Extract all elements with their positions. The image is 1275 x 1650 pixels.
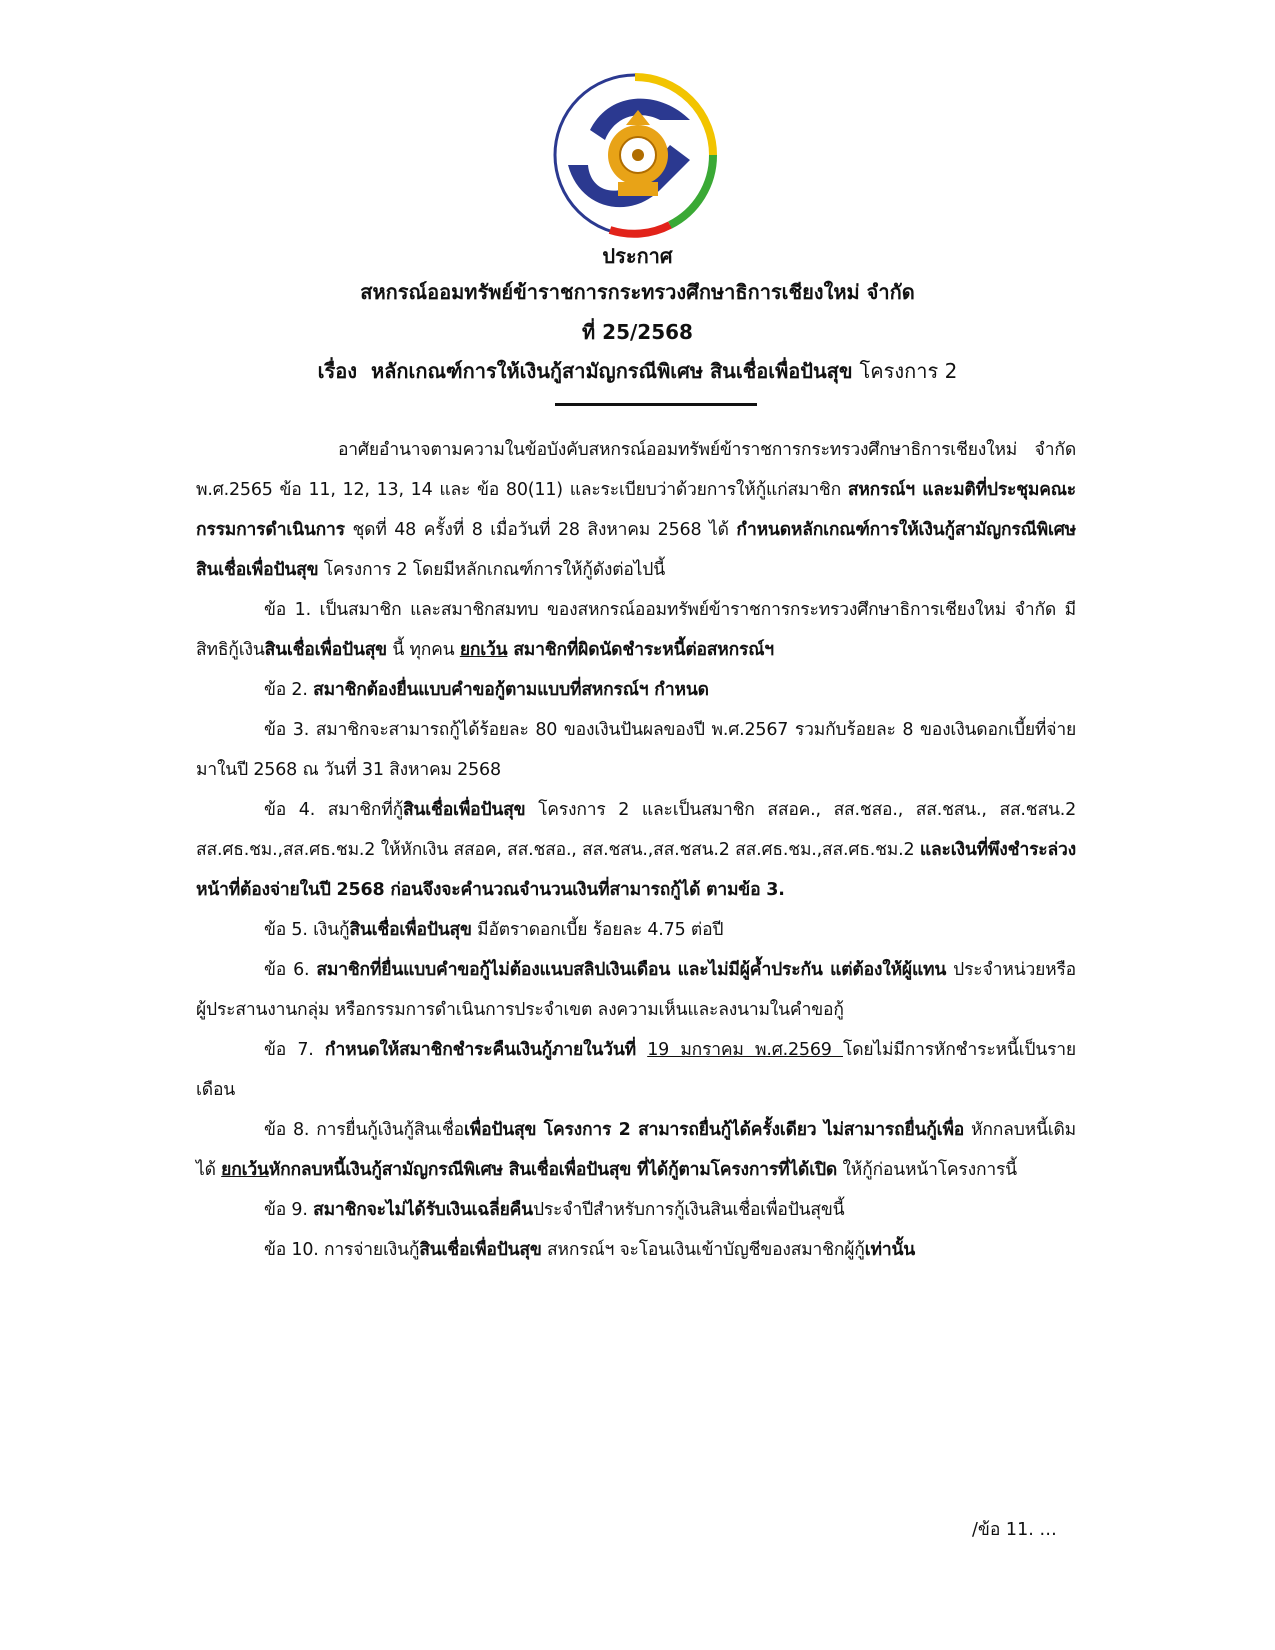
clause-9-text-2: สมาชิกจะไม่ได้รับเงินเฉลี่ยคืน — [313, 1200, 533, 1220]
clause-7-text-2: กำหนดให้สมาชิกชำระคืนเงินกู้ภายในวันที่ — [324, 1040, 636, 1060]
organization-name: สหกรณ์ออมทรัพย์ข้าราชการกระทรวงศึกษาธิการเชียงใหม่ จำกัด — [360, 280, 915, 304]
announcement-subject — [140, 355, 1135, 387]
clause-9-text-1: ข้อ 9. — [264, 1200, 314, 1220]
subject-bold: หลักเกณฑ์การให้เงินกู้สามัญกรณีพิเศษ สินเชื่อเพื่อปันสุข — [370, 359, 853, 383]
continuation-marker: /ข้อ 11. … — [972, 1520, 1057, 1540]
announcement-heading: ประกาศ — [602, 244, 673, 268]
clause-10-text-3: สหกรณ์ฯ จะโอนเงินเข้าบัญชีของสมาชิกผู้กู้ — [541, 1240, 865, 1260]
clause-8-text-6: ให้กู้ก่อนหน้าโครงการนี้ — [842, 1160, 1017, 1180]
clause-6-text-2: สมาชิกที่ยื่นแบบคำขอกู้ไม่ต้องแนบสลิปเงินเดือน และไม่มีผู้ค้ำประกัน แต่ต้องให้ผู้แทน — [316, 960, 947, 980]
intro-text-3: ชุดที่ 48 ครั้งที่ 8 เมื่อวันที่ 28 สิงหาคม 2568 ได้ — [344, 520, 729, 540]
clause-8-text-1: ข้อ 8. การยื่นกู้เงินกู้สินเชื่อ — [264, 1120, 464, 1140]
announcement-body — [196, 430, 1076, 1270]
clause-5-text-1: ข้อ 5. เงินกู้ — [264, 920, 350, 940]
clause-2 — [196, 670, 1076, 710]
cooperative-seal-logo — [550, 70, 720, 240]
clause-8-text-5: หักกลบหนี้เงินกู้สามัญกรณีพิเศษ สินเชื่อเพื่อปันสุข ที่ได้กู้ตามโครงการที่ได้เปิด — [268, 1160, 838, 1180]
clause-1-text-4: ยกเว้น — [459, 640, 508, 660]
clause-8-text-4: ยกเว้น — [221, 1160, 269, 1180]
clause-7 — [196, 1030, 1076, 1110]
clause-5-text-3: มีอัตราดอกเบี้ย ร้อยละ 4.75 ต่อปี — [471, 920, 724, 940]
clause-9 — [196, 1190, 1076, 1230]
title-divider — [555, 403, 757, 406]
subject-plain: โครงการ 2 — [859, 359, 958, 383]
clause-2-text-2: สมาชิกต้องยื่นแบบคำขอกู้ตามแบบที่สหกรณ์ฯ กำหนด — [313, 680, 709, 700]
clause-7-text-1: ข้อ 7. — [264, 1040, 325, 1060]
clause-7-text-3 — [636, 1040, 647, 1060]
intro-text-1: อาศัยอำนาจตามความในข้อบังคับสหกรณ์ออมทรัพย์ข้าราชการกระทรวงศึกษาธิการเชียงใหม่ จำกัด พ.ศ.2565 ข้อ 11, 12, 13, 14 และ ข้อ 80(11) และระเบียบว่าด้วยการให้กู้แก่สมาชิก — [196, 440, 1076, 500]
subject-label: เรื่อง — [317, 359, 358, 383]
clause-9-text-3: ประจำปีสำหรับการกู้เงินสินเชื่อเพื่อปันสุขนี้ — [532, 1200, 845, 1220]
clause-6-text-3: ประจำหน่วยหรือ ผู้ประสานงานกลุ่ม หรือกรรมการดำเนินการประจำเขต ลงความเห็นและลงนามในคำขอกู้ — [196, 960, 1076, 1020]
intro-text-4: กำหนดหลักเกณฑ์การให้เงินกู้สามัญกรณีพิเศษ สินเชื่อเพื่อปันสุข — [196, 520, 1076, 580]
clause-6 — [196, 950, 1076, 1030]
clause-4 — [196, 790, 1076, 910]
announcement-number: ที่ 25/2568 — [582, 320, 693, 344]
clause-10-text-2: สินเชื่อเพื่อปันสุข — [419, 1240, 542, 1260]
clause-2-text-1: ข้อ 2. — [264, 680, 314, 700]
clause-8 — [196, 1110, 1076, 1190]
clause-4-text-3: โครงการ 2 และเป็นสมาชิก สสอค., สส.ชสอ., สส.ชสน., สส.ชสน.2 สส.ศธ.ชม.,สส.ศธ.ชม.2 ให้หักเงิน สสอค, สส.ชสอ., สส.ชสน.,สส.ชสน.2 สส.ศธ.ชม.,สส.ศธ.ชม.2 — [196, 800, 1077, 860]
clause-6-text-1: ข้อ 6. — [264, 960, 317, 980]
clause-1-text-1: ข้อ 1. เป็นสมาชิก และสมาชิกสมทบ ของสหกรณ์ออมทรัพย์ข้าราชการกระทรวงศึกษาธิการเชียงใหม่ จำกัด มีสิทธิกู้เงิน — [196, 600, 1076, 660]
clause-1-text-3: นี้ ทุกคน — [386, 640, 460, 660]
intro-text-2: สหกรณ์ฯ และมติที่ประชุมคณะกรรมการดำเนินการ — [196, 480, 1076, 540]
clause-8-text-2: เพื่อปันสุข โครงการ 2 สามารถยื่นกู้ได้ครั้งเดียว ไม่สามารถยื่นกู้เพื่อ — [463, 1120, 965, 1140]
clause-8-text-3: หักกลบหนี้เดิมได้ — [196, 1120, 1076, 1180]
clause-7-due-date: 19 มกราคม พ.ศ.2569 — [647, 1040, 843, 1060]
intro-paragraph — [196, 430, 1076, 590]
clause-4-text-2: สินเชื่อเพื่อปันสุข — [403, 800, 526, 820]
clause-1-text-5: สมาชิกที่ผิดนัดชำระหนี้ต่อสหกรณ์ฯ — [507, 640, 774, 660]
clause-5-text-2: สินเชื่อเพื่อปันสุข — [349, 920, 472, 940]
clause-7-text-4: โดยไม่มีการหักชำระหนี้เป็นรายเดือน — [196, 1040, 1076, 1100]
clause-10-text-4: เท่านั้น — [864, 1240, 915, 1260]
intro-text-5: โครงการ 2 โดยมีหลักเกณฑ์การให้กู้ดังต่อไปนี้ — [318, 560, 665, 580]
clause-10-text-1: ข้อ 10. การจ่ายเงินกู้ — [264, 1240, 420, 1260]
clause-3-text-1: ข้อ 3. สมาชิกจะสามารถกู้ได้ร้อยละ 80 ของเงินปันผลของปี พ.ศ.2567 รวมกับร้อยละ 8 ของเงินดอกเบี้ยที่จ่ายมาในปี 2568 ณ วันที่ 31 สิงหาคม 2568 — [196, 720, 1076, 780]
clause-1-text-2: สินเชื่อเพื่อปันสุข — [264, 640, 387, 660]
clause-4-text-4: และเงินที่พึงชำระล่วงหน้าที่ต้องจ่ายในปี 2568 ก่อนจึงจะคำนวณจำนวนเงินที่สามารถกู้ได้ ตามข้อ 3. — [196, 840, 1076, 900]
clause-1 — [196, 590, 1076, 670]
clause-3 — [196, 710, 1076, 790]
clause-4-text-1: ข้อ 4. สมาชิกที่กู้ — [264, 800, 404, 820]
clause-10 — [196, 1230, 1076, 1270]
clause-5 — [196, 910, 1076, 950]
